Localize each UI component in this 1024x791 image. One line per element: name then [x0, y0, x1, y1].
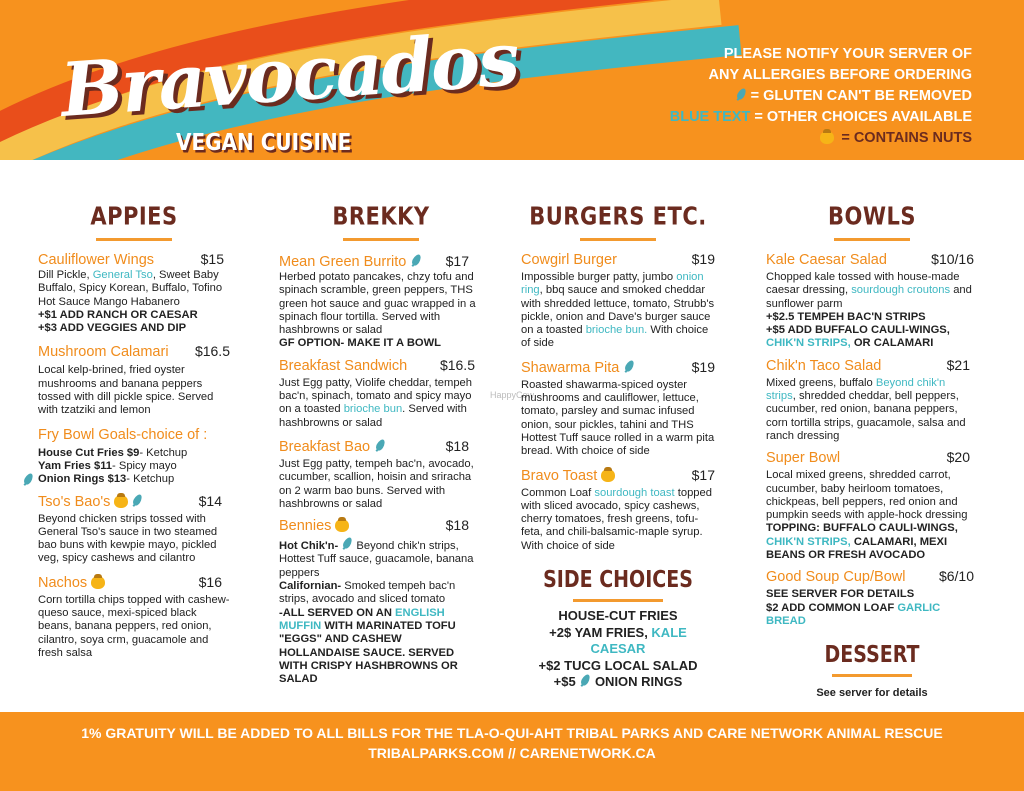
menu-item-nachos: Nachos $16 Corn tortilla chips topped with cashew-queso sauce, mexi-spiced black beans, banana peppers, red onion, cilantro, soya crm, guacamole and fresh salsa: [38, 573, 230, 659]
bowls-column: [766, 201, 978, 702]
gluten-leaf-icon: [341, 537, 353, 551]
nut-icon: [335, 519, 349, 532]
gluten-leaf-icon: [22, 473, 34, 487]
gluten-leaf-icon: [410, 254, 422, 268]
title-underline: [834, 238, 910, 241]
title-underline: [832, 674, 912, 677]
side-choices-section: SIDE CHOICES HOUSE-CUT FRIES +2$ YAM FRIES, KALE CAESAR +$2 TUCG LOCAL SALAD +$5 ONION RINGS: [521, 569, 715, 691]
menu-item-breakfast-sandwich: Breakfast Sandwich $16.5 Just Egg patty, Violife cheddar, tempeh bac'n, spinach, tomato and spicy mayo on a toasted brioche bun. Served with hashbrowns or salad: [279, 356, 475, 429]
brekky-column: [279, 201, 483, 692]
menu-item-mushroom-calamari: Mushroom Calamari $16.5 Local kelp-brined, fried oyster mushrooms and banana peppers tossed with dill pickle spice. Served with tzatziki and lemon: [38, 343, 230, 417]
menu-item-mean-green-burrito: Mean Green Burrito $17 Herbed potato pancakes, chzy tofu and spinach scramble, green peppers, THS green hot sauce and guac wrapped in a spinach flour tortilla. Served with hashbrowns or salad GF OPTION- MAKE IT A BOWL: [279, 253, 476, 350]
title-underline: [573, 599, 663, 602]
gluten-leaf-icon: [735, 88, 747, 102]
menu-item-fry-bowl: Fry Bowl Goals-choice of : House Cut Fries $9- Ketchup Yam Fries $11- Spicy mayo Onion Rings $13- Ketchup: [38, 426, 230, 487]
watermark: HappyCow: [490, 390, 535, 400]
nuts-legend: = CONTAINS NUTS: [670, 128, 972, 149]
brand-tagline: VEGAN CUISINE: [176, 128, 352, 156]
notice-line-2: ANY ALLERGIES BEFORE ORDERING: [708, 67, 972, 83]
notice-line-1: PLEASE NOTIFY YOUR SERVER OF: [723, 46, 972, 62]
dessert-section: DESSERT See server for details: [766, 644, 978, 702]
nut-icon: [820, 131, 834, 144]
menu-item-good-soup: Good Soup Cup/Bowl $6/10 SEE SERVER FOR DETAILS $2 ADD COMMON LOAF GARLIC BREAD: [766, 568, 974, 627]
footer-banner: [0, 712, 1024, 791]
gluten-leaf-icon: [131, 494, 143, 508]
gratuity-notice: 1% GRATUITY WILL BE ADDED TO ALL BILLS FOR THE TLA-O-QUI-AHT TRIBAL PARKS AND CARE NETWORK ANIMAL RESCUE: [81, 725, 943, 741]
gluten-leaf-icon: [623, 360, 635, 374]
appies-title: APPIES: [90, 201, 178, 231]
dessert-title: DESSERT: [824, 642, 920, 669]
menu-item-cowgirl-burger: Cowgirl Burger $19 Impossible burger patty, jumbo onion ring, bbq sauce and smoked cheddar with shredded lettuce, tomato, Strubb's pickle, onion and Dave's burger sauce on a toasted brioche bun. With choice of side: [521, 251, 715, 350]
gluten-leaf-icon: [374, 439, 386, 453]
nut-icon: [601, 469, 615, 482]
nut-icon: [114, 495, 128, 508]
menu-item-tsos-baos: Tso's Bao's $14 Beyond chicken strips tossed with General Tso's sauce in two steamed bao buns with kewpie mayo, pickled veg, spicy cashews and cilantro: [38, 492, 222, 565]
burgers-title: BURGERS ETC.: [529, 201, 707, 231]
burgers-column: [521, 201, 715, 691]
menu-item-chikn-taco-salad: Chik'n Taco Salad $21 Mixed greens, buffalo Beyond chik'n strips, shredded cheddar, bell peppers, cucumber, red onion, banana peppers, corn tortilla strips, guacamole, salsa and ranch dressing: [766, 356, 970, 442]
menu-item-bravo-toast: Bravo Toast $17 Common Loaf sourdough toast topped with sliced avocado, spicy cashews, cherry tomatoes, fresh greens, tofu-feta, and chili-balsamic-maple syrup. With choice of side: [521, 466, 715, 552]
side-choices-title: SIDE CHOICES: [543, 566, 693, 594]
bowls-title: BOWLS: [827, 201, 917, 231]
title-underline: [580, 238, 656, 241]
menu-item-kale-caesar: Kale Caesar Salad $10/16 Chopped kale tossed with house-made caesar dressing, sourdough croutons and sunflower parm +$2.5 TEMPEH BAC'N STRIPS +$5 ADD BUFFALO CAULI-WINGS, CHIK'N STRIPS, OR CALAMARI: [766, 251, 974, 350]
menu-item-super-bowl: Super Bowl $20 Local mixed greens, shredded carrot, cucumber, baby heirloom tomatoes, chickpeas, bell peppers, red onion and pumpkin seeds with apple-hock dressing TOPPING: BUFFALO CAULI-WINGS, CHIK'N STRIPS, CALAMARI, MEXI BEANS OR FRESH AVOCADO: [766, 449, 970, 562]
nut-icon: [91, 576, 105, 589]
menu-item-breakfast-bao: Breakfast Bao $18 Just Egg patty, tempeh bac'n, avocado, cucumber, scallion, hoisin and sriracha on 2 warm bao buns. Served with hashbrowns or salad: [279, 437, 474, 510]
brekky-title: BREKKY: [332, 201, 430, 231]
title-underline: [343, 238, 419, 241]
footer-links: TRIBALPARKS.COM // CARENETWORK.CA: [368, 745, 656, 761]
blue-text-legend: BLUE TEXT = OTHER CHOICES AVAILABLE: [669, 109, 972, 125]
allergy-notice: [670, 44, 972, 149]
menu-item-bennies: Bennies $18 Hot Chik'n- Beyond chik'n strips, Hottest Tuff sauce, guacamole, banana peppers Californian- Smoked tempeh bac'n strips, avocado and sliced tomato -ALL SERVED ON AN ENGLISH MUFFIN WITH MARINATED TOFU "EGGS" AND CASHEW HOLLANDAISE SAUCE. SERVED WITH CRISPY HASHBROWNS OR SALAD: [279, 517, 474, 686]
gluten-leaf-icon: [579, 674, 591, 688]
brand-logo: Bravocados: [58, 16, 521, 134]
appies-column: [38, 201, 230, 666]
menu-body: [0, 160, 1024, 712]
menu-item-shawarma-pita: Shawarma Pita $19 Roasted shawarma-spiced oyster mushrooms and cauliflower, lettuce, tomato, parsley and sumac infused onion, sour pickles, tahini and THS Hottest Tuff sauce rolled in a warm pita bread. With choice of side: [521, 358, 715, 458]
gluten-legend: = GLUTEN CAN'T BE REMOVED: [670, 86, 972, 107]
header-banner: [0, 0, 1024, 160]
title-underline: [96, 238, 172, 241]
menu-item-cauliflower-wings: Cauliflower Wings $15 Dill Pickle, General Tso, Sweet Baby Buffalo, Spicy Korean, Buffalo, Tofino Hot Sauce Mango Habanero +$1 ADD RANCH OR CAESAR +$3 ADD VEGGIES AND DIP: [38, 251, 224, 335]
